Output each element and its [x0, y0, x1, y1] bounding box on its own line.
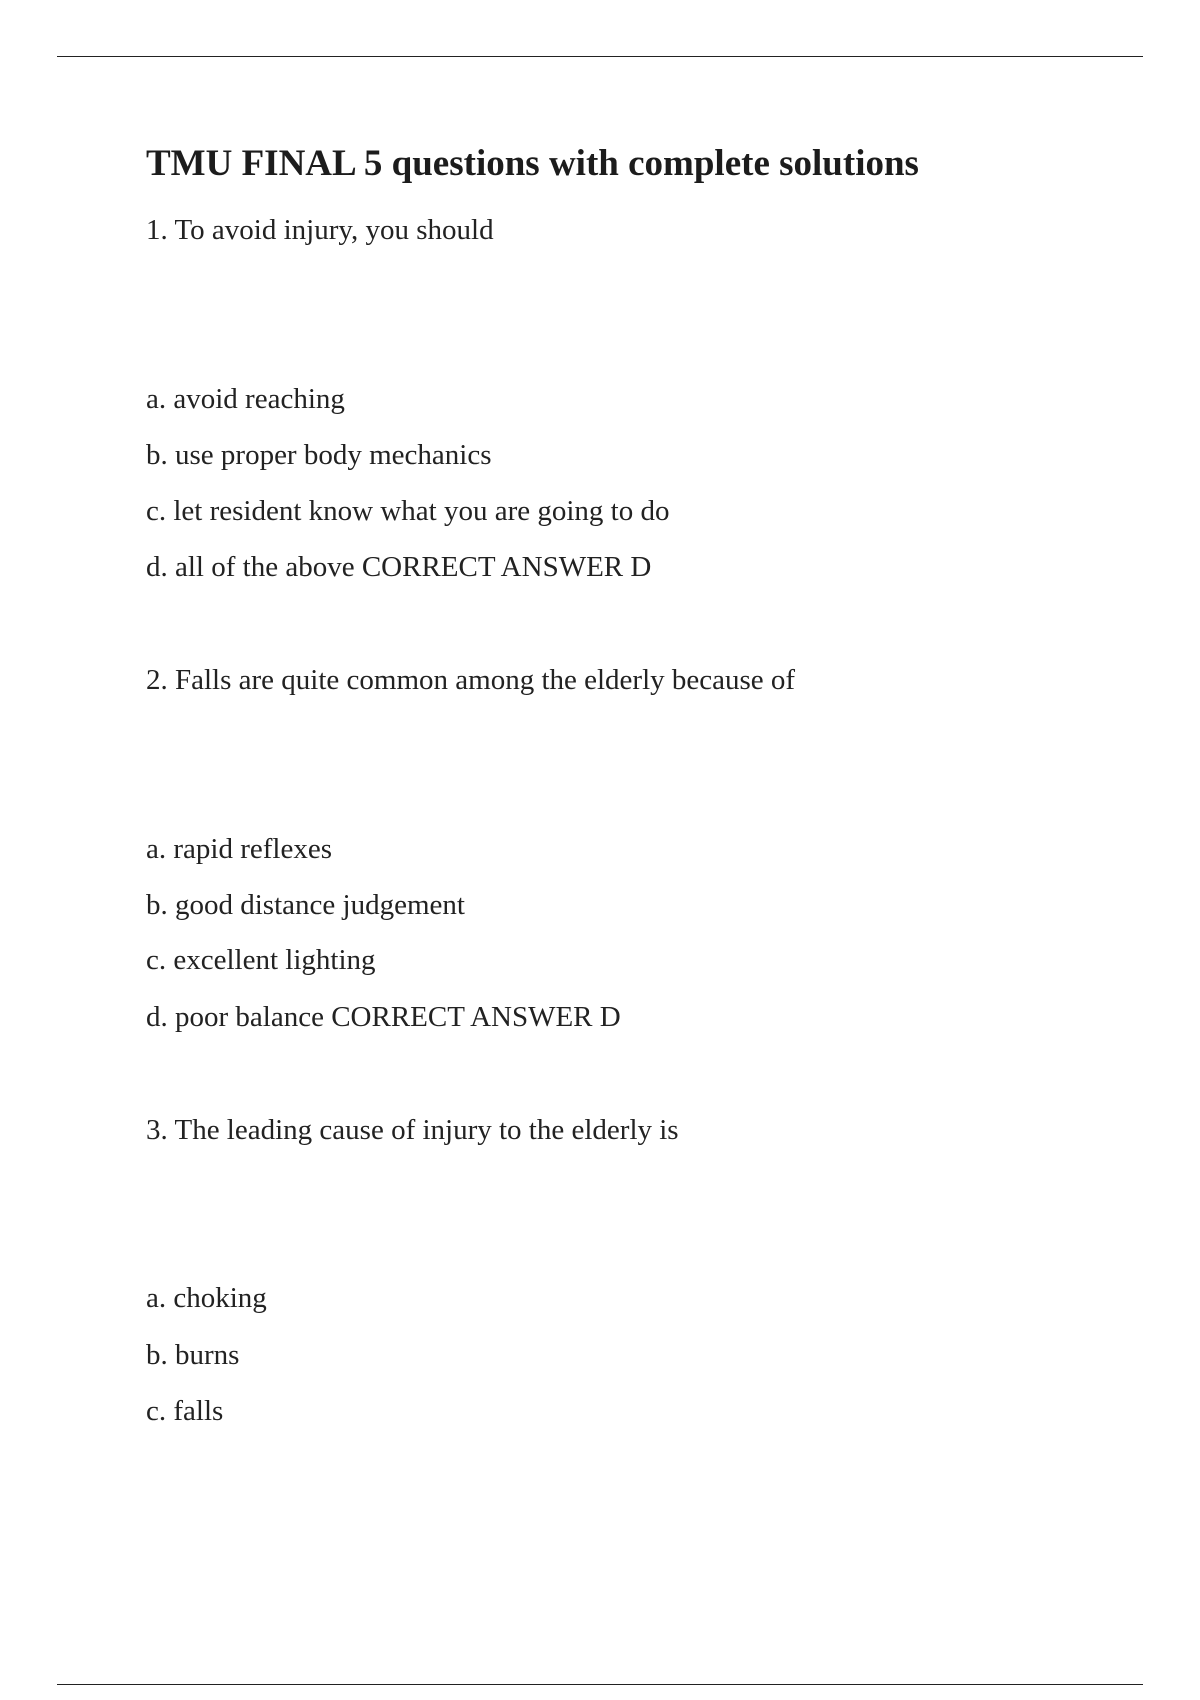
document-title: TMU FINAL 5 questions with complete solutions [146, 143, 919, 184]
answer-option: b. good distance judgement [146, 889, 465, 921]
question-prompt: 1. To avoid injury, you should [146, 214, 494, 246]
answer-option: a. choking [146, 1282, 267, 1314]
answer-option: a. avoid reaching [146, 383, 345, 415]
answer-option: b. use proper body mechanics [146, 439, 492, 471]
answer-option: c. let resident know what you are going to do [146, 495, 670, 527]
answer-option: a. rapid reflexes [146, 833, 332, 865]
question-prompt: 2. Falls are quite common among the elderly because of [146, 664, 796, 696]
answer-option-correct: d. all of the above CORRECT ANSWER D [146, 551, 652, 583]
answer-option: b. burns [146, 1339, 240, 1371]
question-prompt: 3. The leading cause of injury to the elderly is [146, 1114, 679, 1146]
footer-rule [57, 1684, 1143, 1685]
answer-option: c. falls [146, 1395, 224, 1427]
header-rule [57, 56, 1143, 57]
answer-option: c. excellent lighting [146, 944, 376, 976]
answer-option-correct: d. poor balance CORRECT ANSWER D [146, 1001, 621, 1033]
